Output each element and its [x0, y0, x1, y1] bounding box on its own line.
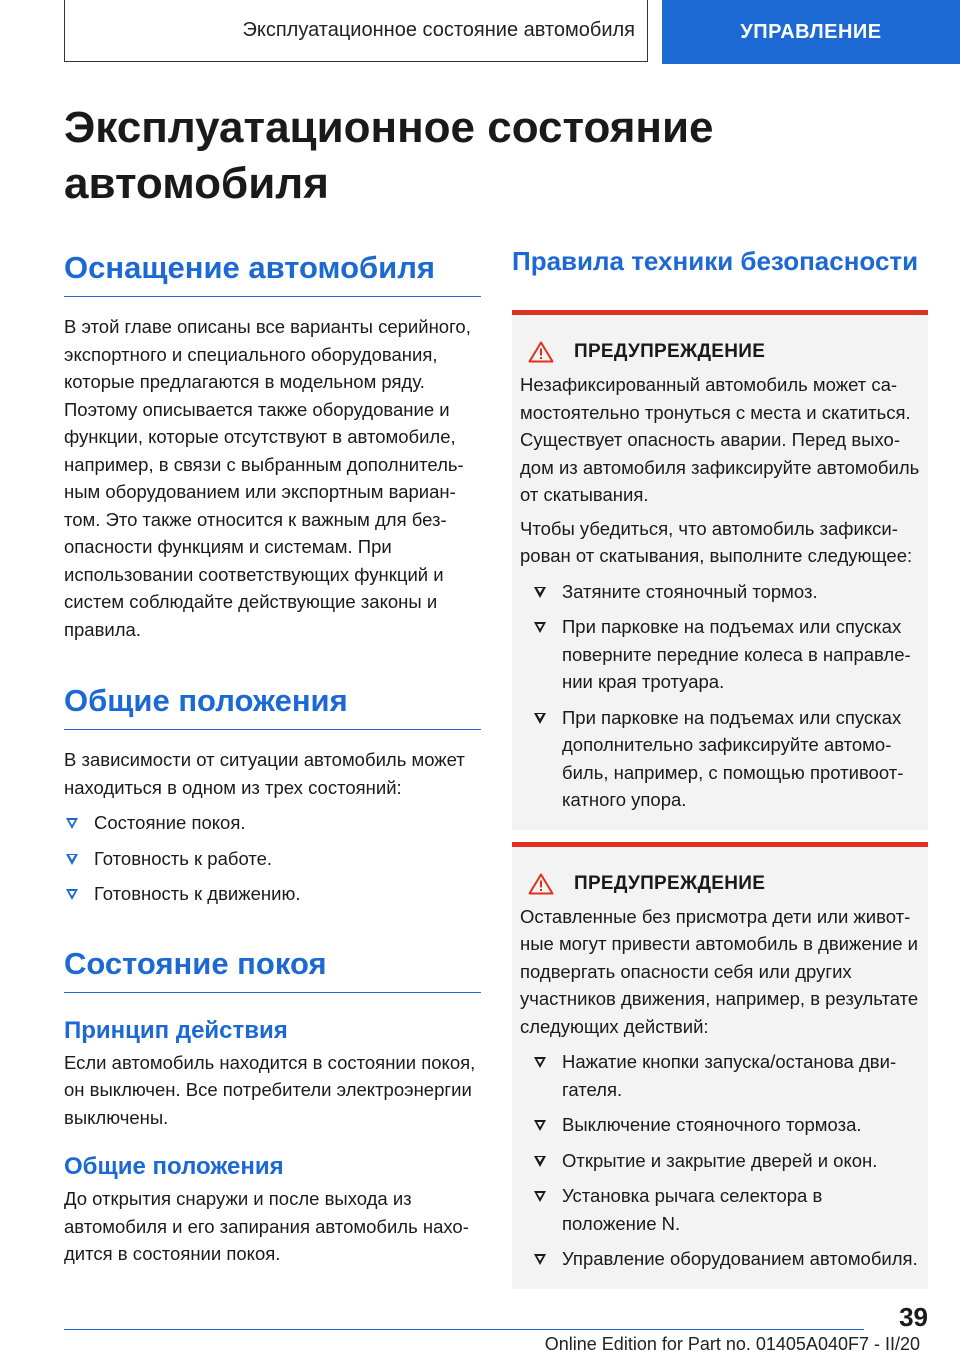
right-column	[512, 244, 928, 1289]
subsection-general-text: До открытия снаружи и после выхода из автомобиля и его запирания автомобиль находится в состоянии покоя.	[64, 1188, 469, 1264]
list-item: При парковке на подъемах или спусках дополнительно зафиксируйте автомобиль, например, с помощью противооткатного упора.	[520, 704, 920, 814]
triangle-bullet-icon	[534, 1120, 546, 1131]
list-item: Нажатие кнопки запуска/останова двигателя.	[520, 1048, 920, 1103]
subsection-principle-text: Если автомобиль находится в состоянии покоя, он выключен. Все потребители электроэнергии выключены.	[64, 1051, 476, 1128]
section-idle-title: Состояние покоя	[64, 944, 481, 993]
list-item: Выключение стояночного тормоза.	[520, 1111, 920, 1139]
list-item: Открытие и закрытие дверей и окон.	[520, 1147, 920, 1175]
warning-list	[520, 578, 920, 814]
footer-divider	[64, 1329, 864, 1330]
section-tab[interactable]	[662, 0, 960, 64]
subsection-general-title: Общие положения	[64, 1153, 284, 1180]
chapter-title: Эксплуатационное состояние автомобиля	[242, 19, 635, 41]
warning-header	[520, 339, 920, 365]
triangle-bullet-icon	[534, 1254, 546, 1265]
list-item: Готовность к работе.	[64, 845, 481, 873]
states-list	[64, 809, 481, 908]
section-equipment-title: Оснащение автомобиля	[64, 248, 481, 297]
warning-label: ПРЕДУПРЕЖДЕНИЕ	[574, 341, 766, 362]
list-item: Готовность к движению.	[64, 880, 481, 908]
list-item: Состояние покоя.	[64, 809, 481, 837]
warning-box-2	[512, 842, 928, 1289]
section-general-title: Общие положения	[64, 681, 481, 730]
warning-triangle-icon	[520, 871, 574, 897]
triangle-bullet-icon	[534, 587, 546, 598]
triangle-bullet-icon	[534, 713, 546, 724]
chapter-header	[64, 0, 648, 62]
subsection-principle-title: Принцип действия	[64, 1016, 288, 1044]
left-column	[64, 248, 481, 1268]
page-title: Эксплуатационное состояние автомобиля	[64, 103, 714, 208]
section-equipment-text: В этой главе описаны все варианты серийного, экспортного и специального оборудования, которые предлагаются в модельном ряду. Поэтому описывается также оборудование и функции, которые отсутствуют в автомобиле, например, в связи с выбранным дополнительным оборудованием или экспортным вариантом. Это также относится к важным для безопасности функциям и системам. При использовании соответствующих функций и систем соблюдайте действующие законы и правила.	[64, 316, 471, 640]
warning-text: Чтобы убедиться, что автомобиль зафиксирован от скатывания, выполните следующее:	[520, 517, 913, 566]
triangle-bullet-icon	[534, 1057, 546, 1068]
warning-text: Незафиксированный автомобиль может самостоятельно тронуться с места и скатиться. Существует опасность аварии. Перед выходом из автомобиля зафиксируйте автомобиль от скатывания.	[520, 374, 920, 505]
warning-text: Оставленные без присмотра дети или животные могут привести автомобиль в движение и подвергать опасности себя или других участников движения, например, в результате следующих действий:	[520, 905, 919, 1037]
edition-link[interactable]: Online Edition for Part no. 01405A040F7 - II/20	[544, 1334, 920, 1354]
triangle-bullet-icon	[66, 854, 78, 865]
warning-list	[520, 1048, 920, 1273]
warning-header	[520, 871, 920, 897]
warning-label: ПРЕДУПРЕЖДЕНИЕ	[574, 872, 766, 894]
section-general-text: В зависимости от ситуации автомобиль может находиться в одном из трех состояний:	[64, 749, 465, 798]
triangle-bullet-icon	[66, 818, 78, 829]
triangle-bullet-icon	[534, 1156, 546, 1167]
section-tab-label: УПРАВЛЕНИЕ	[740, 20, 882, 43]
safety-rules-title: Правила техники безопасности	[512, 246, 919, 276]
warning-box-1	[512, 310, 928, 830]
page-number: 39	[899, 1302, 928, 1332]
list-item: Установка рычага селектора в положение N.	[520, 1182, 920, 1237]
triangle-bullet-icon	[534, 1191, 546, 1202]
triangle-bullet-icon	[66, 889, 78, 900]
warning-triangle-icon	[520, 339, 574, 365]
list-item: Управление оборудованием автомобиля.	[520, 1245, 920, 1273]
list-item: Затяните стояночный тормоз.	[520, 578, 920, 606]
list-item: При парковке на подъемах или спусках поверните передние колеса в направлении края тротуара.	[520, 613, 920, 696]
triangle-bullet-icon	[534, 622, 546, 633]
